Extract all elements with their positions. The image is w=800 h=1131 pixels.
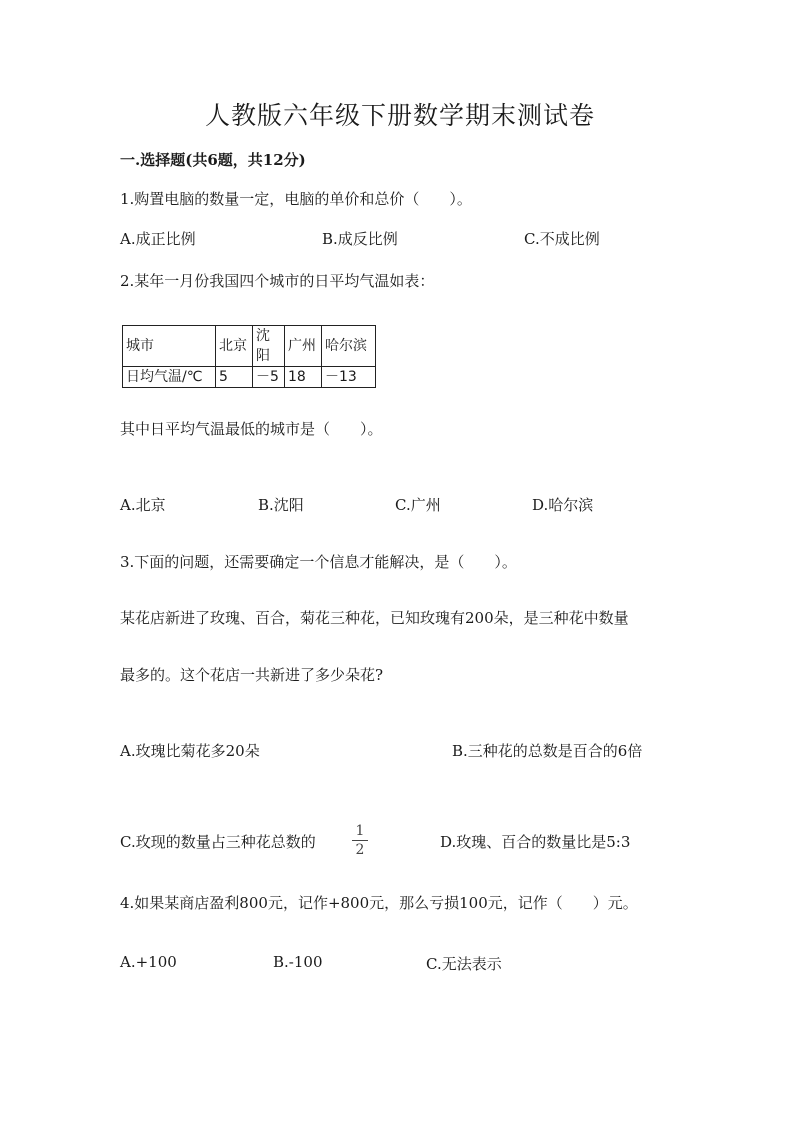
question-1-text: 1.购置电脑的数量一定，电脑的单价和总价（ ）。 [120,190,472,208]
question-4-text: 4.如果某商店盈利800元，记作+800元，那么亏损100元，记作（ ）元。 [120,894,638,912]
table-cell: －5 [253,367,285,388]
fraction-numerator: 1 [355,823,365,839]
table-cell: 日均气温/℃ [123,367,216,388]
table-cell: －13 [322,367,376,388]
question-2-prompt: 其中日平均气温最低的城市是（ ）。 [120,420,383,438]
section-heading: 一.选择题(共6题，共12分) [120,151,306,169]
table-cell: 城市 [123,326,216,367]
question-4-option-a: A.+100 [120,953,177,971]
question-2-option-c: C.广州 [395,496,441,514]
table-cell: 5 [216,367,253,388]
table-header-row [123,326,376,367]
table-cell: 广州 [285,326,322,367]
question-1-option-c: C.不成比例 [524,230,600,248]
table-cell: 沈阳 [253,326,285,367]
table-cell: 18 [285,367,322,388]
question-3-text: 3.下面的问题，还需要确定一个信息才能解决，是（ ）。 [120,553,517,571]
fraction-bar [352,840,368,841]
question-4-option-b: B.-100 [273,953,323,971]
temperature-table [122,325,376,388]
question-1-option-b: B.成反比例 [322,230,398,248]
question-3-line-2: 最多的。这个花店一共新进了多少朵花? [120,666,384,684]
table-cell: 北京 [216,326,253,367]
question-3-option-b: B.三种花的总数是百合的6倍 [452,742,643,760]
question-3-option-a: A.玫瑰比菊花多20朵 [120,742,260,760]
table-cell: 哈尔滨 [322,326,376,367]
question-2-option-d: D.哈尔滨 [532,496,594,514]
table-row [123,367,376,388]
fraction-denominator: 2 [355,842,365,858]
question-4-option-c: C.无法表示 [426,955,502,973]
question-2-text: 2.某年一月份我国四个城市的日平均气温如表： [120,272,435,290]
question-3-option-c: C.玫现的数量占三种花总数的 [120,833,316,851]
question-3-line-1: 某花店新进了玫瑰、百合，菊花三种花，已知玫瑰有200朵，是三种花中数量 [120,609,629,627]
question-2-option-b: B.沈阳 [258,496,304,514]
fraction-one-half [352,824,368,857]
page-title: 人教版六年级下册数学期末测试卷 [204,101,595,130]
question-2-option-a: A.北京 [120,496,166,514]
question-1-option-a: A.成正比例 [120,230,196,248]
question-3-option-d: D.玫瑰、百合的数量比是5:3 [440,833,631,851]
